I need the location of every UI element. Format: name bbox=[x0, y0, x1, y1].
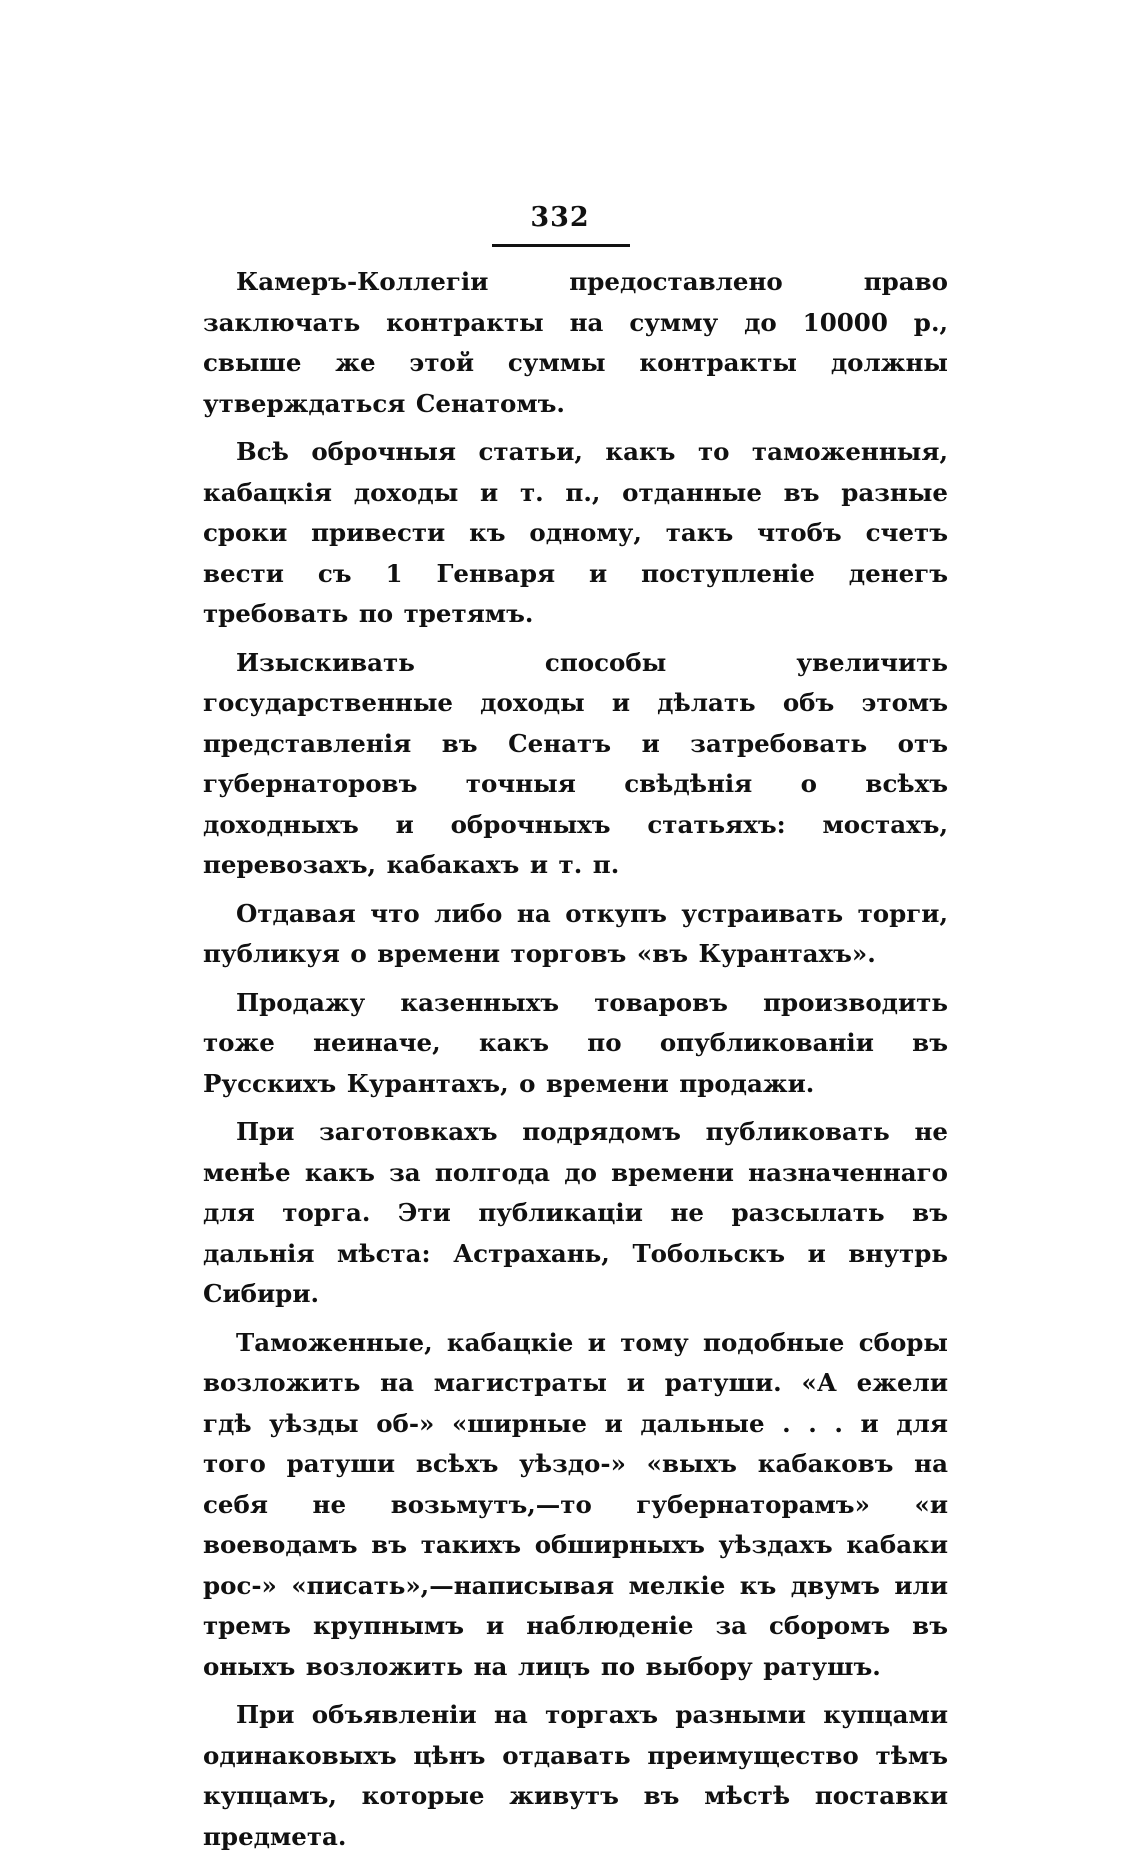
header-rule bbox=[492, 244, 630, 247]
paragraph-state-revenues: Изыскивать способы увеличить государственные доходы и дѣлать объ этомъ представленія въ Сенатъ и затребовать отъ губернаторовъ точныя свѣдѣнія о всѣхъ доходныхъ и оброчныхъ статьяхъ: мостахъ, перевозахъ, кабакахъ и т. п. bbox=[203, 647, 948, 879]
body-text bbox=[203, 262, 948, 1865]
paragraph-equal-prices: При объявленіи на торгахъ разными купцами одинаковыхъ цѣнъ отдавать преимущество тѣмъ купцамъ, которые живутъ въ мѣстѣ поставки предмета. bbox=[203, 1700, 948, 1851]
paragraph-contracts: Камеръ-Коллегіи предоставлено право заключать контракты на сумму до 10000 р., свыше же этой суммы контракты должны утверждаться Сенатомъ. bbox=[203, 267, 948, 418]
paragraph-customs-taverns: Таможенные, кабацкіе и тому подобные сборы возложить на магистраты и ратуши. «А ежели гдѣ уѣзды об-» «ширные и дальные . . . и для того ратуши всѣхъ уѣздо-» «выхъ кабаковъ на себя не возьмутъ,—то губернаторамъ» «и воеводамъ въ такихъ обширныхъ уѣздахъ кабаки рос-» «писать»,—написывая мелкіе къ двумъ или тремъ крупнымъ и наблюденіе за сборомъ въ оныхъ возложить на лицъ по выбору ратушъ. bbox=[203, 1327, 948, 1681]
paragraph-obrok-articles: Всѣ оброчныя статьи, какъ то таможенныя, кабацкія доходы и т. п., отданные въ разные сроки привести къ одному, такъ чтобъ счетъ вести съ 1 Генваря и поступленіе денегъ требовать по третямъ. bbox=[203, 437, 948, 628]
page-number: 332 bbox=[530, 202, 590, 233]
paragraph-sale-of-goods: Продажу казенныхъ товаровъ производить тоже неиначе, какъ по опубликованіи въ Русскихъ Курантахъ, о времени продажи. bbox=[203, 987, 948, 1098]
paragraph-procurement: При заготовкахъ подрядомъ публиковать не менѣе какъ за полгода до времени назначеннаго для торга. Эти публикаціи не разсылать въ дальнія мѣста: Астрахань, Тобольскъ и внутрь Сибири. bbox=[203, 1117, 948, 1308]
paragraph-otkup-auctions: Отдавая что либо на откупъ устраивать торги, публикуя о времени торговъ «въ Курантахъ». bbox=[203, 898, 948, 968]
